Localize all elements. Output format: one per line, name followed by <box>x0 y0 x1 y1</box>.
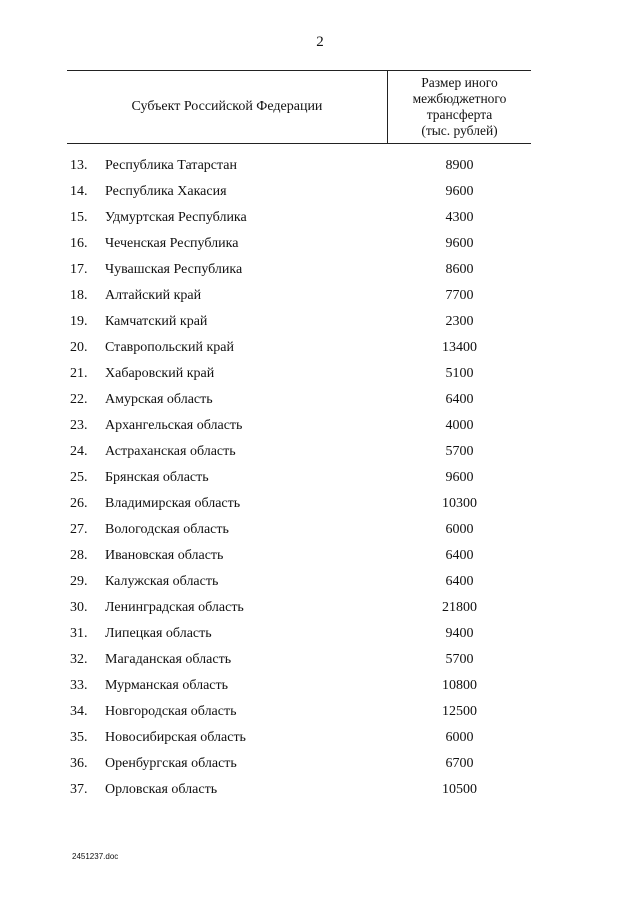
table-row <box>0 648 640 674</box>
row-number: 35. <box>70 730 88 745</box>
row-number: 20. <box>70 340 88 355</box>
region-name: Ивановская область <box>105 548 224 563</box>
header-amount-line: Размер иного <box>421 75 498 90</box>
region-name: Новгородская область <box>105 704 237 719</box>
region-name: Мурманская область <box>105 678 229 693</box>
transfer-amount: 13400 <box>442 340 477 355</box>
transfer-amount: 4300 <box>445 210 474 225</box>
row-number: 36. <box>70 756 88 771</box>
table-row <box>0 310 640 336</box>
row-number: 37. <box>70 782 88 797</box>
row-number: 33. <box>70 678 88 693</box>
transfer-amount: 6400 <box>445 548 474 563</box>
table-row <box>0 570 640 596</box>
transfer-amount: 5700 <box>445 652 474 667</box>
row-number: 25. <box>70 470 88 485</box>
region-name: Астраханская область <box>105 444 236 459</box>
row-number: 27. <box>70 522 88 537</box>
row-number: 19. <box>70 314 88 329</box>
transfer-amount: 6400 <box>445 392 474 407</box>
region-name: Владимирская область <box>105 496 241 511</box>
region-name: Брянская область <box>105 470 209 485</box>
transfer-amount: 6400 <box>445 574 474 589</box>
row-number: 17. <box>70 262 88 277</box>
region-name: Ленинградская область <box>105 600 244 615</box>
table-row <box>0 674 640 700</box>
region-name: Алтайский край <box>105 288 202 303</box>
table-row <box>0 258 640 284</box>
row-number: 18. <box>70 288 88 303</box>
region-name: Хабаровский край <box>105 366 215 381</box>
row-number: 23. <box>70 418 88 433</box>
row-number: 16. <box>70 236 88 251</box>
table-row <box>0 232 640 258</box>
transfer-amount: 8900 <box>445 158 474 173</box>
region-name: Оренбургская область <box>105 756 237 771</box>
region-name: Республика Хакасия <box>105 184 227 199</box>
region-name: Калужская область <box>105 574 219 589</box>
table-row <box>0 206 640 232</box>
transfer-amount: 10500 <box>442 782 477 797</box>
region-name: Чеченская Республика <box>105 236 239 251</box>
table-row <box>0 362 640 388</box>
row-number: 15. <box>70 210 88 225</box>
table-header <box>67 70 531 144</box>
table-row <box>0 414 640 440</box>
row-number: 26. <box>70 496 88 511</box>
table-row <box>0 778 640 804</box>
transfer-amount: 6700 <box>445 756 474 771</box>
table-row <box>0 180 640 206</box>
transfer-amount: 10800 <box>442 678 477 693</box>
header-amount-line: трансферта <box>426 107 493 122</box>
transfer-amount: 9600 <box>445 184 474 199</box>
row-number: 22. <box>70 392 88 407</box>
table-row <box>0 752 640 778</box>
table-row <box>0 154 640 180</box>
row-number: 28. <box>70 548 88 563</box>
table-row <box>0 492 640 518</box>
table-row <box>0 284 640 310</box>
region-name: Магаданская область <box>105 652 232 667</box>
table-row <box>0 466 640 492</box>
transfer-amount: 9600 <box>445 236 474 251</box>
header-subject: Субъект Российской Федерации <box>131 99 323 114</box>
region-name: Орловская область <box>105 782 218 797</box>
transfer-amount: 4000 <box>445 418 474 433</box>
row-number: 31. <box>70 626 88 641</box>
row-number: 30. <box>70 600 88 615</box>
transfer-amount: 5700 <box>445 444 474 459</box>
transfer-amount: 6000 <box>445 730 474 745</box>
header-amount-line: (тыс. рублей) <box>421 123 498 138</box>
region-name: Республика Татарстан <box>105 158 238 173</box>
transfer-amount: 9400 <box>445 626 474 641</box>
table-row <box>0 622 640 648</box>
table-row <box>0 596 640 622</box>
region-name: Амурская область <box>105 392 213 407</box>
table-row <box>0 700 640 726</box>
region-name: Вологодская область <box>105 522 229 537</box>
row-number: 21. <box>70 366 88 381</box>
header-amount-line: межбюджетного <box>412 91 507 106</box>
transfer-amount: 2300 <box>445 314 474 329</box>
region-name: Липецкая область <box>105 626 212 641</box>
table-row <box>0 518 640 544</box>
transfer-amount: 21800 <box>442 600 477 615</box>
row-number: 34. <box>70 704 88 719</box>
transfer-amount: 8600 <box>445 262 474 277</box>
page-number: 2 <box>316 34 324 50</box>
row-number: 13. <box>70 158 88 173</box>
table-body <box>0 154 640 804</box>
region-name: Камчатский край <box>105 314 208 329</box>
row-number: 24. <box>70 444 88 459</box>
table-row <box>0 336 640 362</box>
footer-filename: 2451237.doc <box>72 852 119 861</box>
table-row <box>0 544 640 570</box>
transfer-amount: 9600 <box>445 470 474 485</box>
transfer-amount: 12500 <box>442 704 477 719</box>
region-name: Ставропольский край <box>105 340 234 355</box>
table-row <box>0 440 640 466</box>
transfer-amount: 7700 <box>445 288 474 303</box>
transfer-amount: 5100 <box>445 366 474 381</box>
region-name: Удмуртская Республика <box>105 210 247 225</box>
transfer-amount: 10300 <box>442 496 477 511</box>
region-name: Архангельская область <box>105 418 243 433</box>
region-name: Новосибирская область <box>105 730 246 745</box>
table-row <box>0 726 640 752</box>
transfer-amount: 6000 <box>445 522 474 537</box>
row-number: 32. <box>70 652 88 667</box>
header-amount <box>388 71 531 143</box>
row-number: 29. <box>70 574 88 589</box>
region-name: Чувашская Республика <box>105 262 243 277</box>
row-number: 14. <box>70 184 88 199</box>
table-row <box>0 388 640 414</box>
